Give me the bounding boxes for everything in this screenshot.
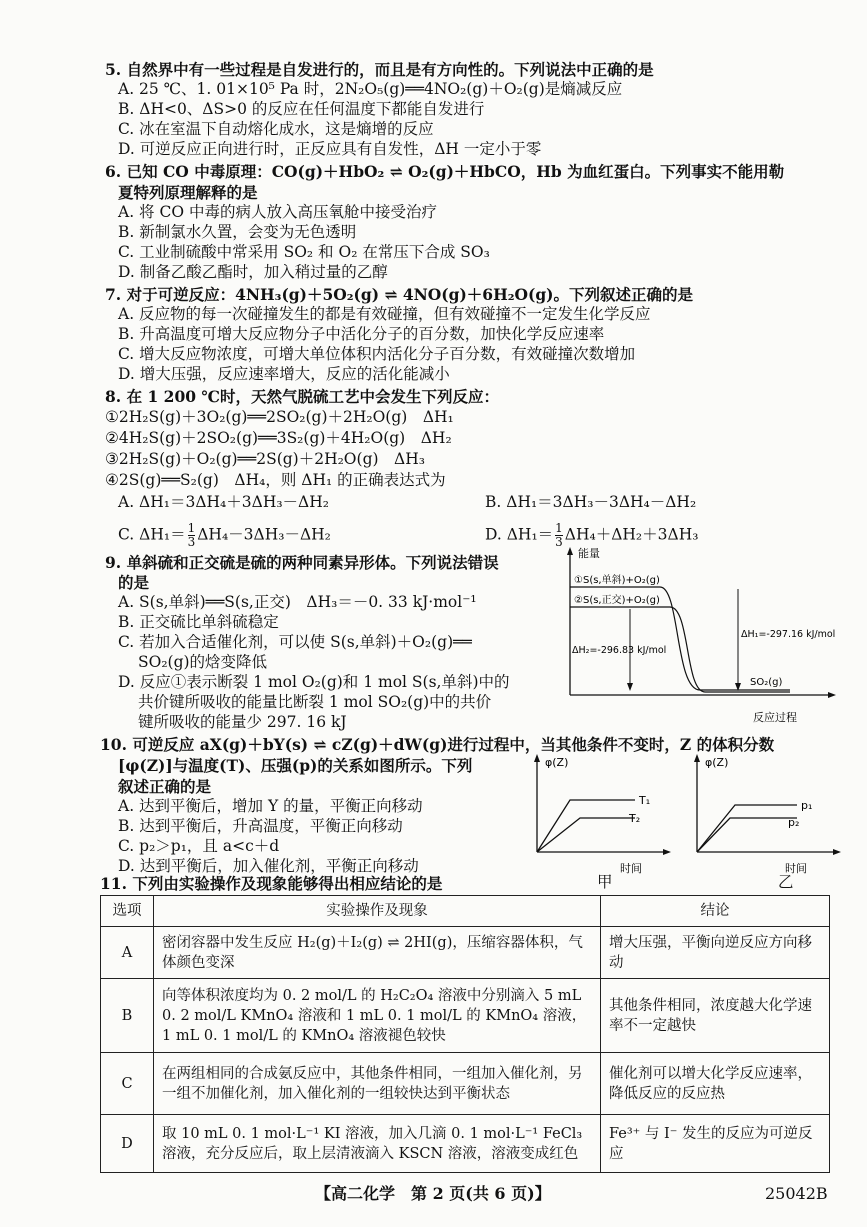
q8-option-d: D. ΔH₁＝ $\frac{1}{3}$ ΔH₄＋ΔH₂＋3ΔH₃ [485,521,699,549]
table-cell-conclusion: 增大压强，平衡向逆反应方向移动 [601,927,830,979]
dh2-label: ΔH₂=-296.83 kJ/mol [572,645,667,656]
q9-option-d-1: D. 反应①表示断裂 1 mol O₂(g)和 1 mol S(s,单斜)中的 [118,673,510,691]
q7-stem: 7. 对于可逆反应：4NH₃(g)＋5O₂(g) ⇌ 4NO(g)＋6H₂O(g)。下列叙述正确的是 [105,285,694,304]
q7-option-b: B. 升高温度可增大反应物分子中活化分子的百分数，加快化学反应速率 [118,325,605,343]
jia-curve-t2 [537,818,635,852]
yi-axis-y-arrow [694,754,700,762]
table-cell-option: D [101,1115,154,1173]
jia-upper-label: T₁ [639,794,651,807]
yi-xlabel: 时间 [785,862,807,875]
q9-option-c-2: SO₂(g)的焓变降低 [138,653,268,671]
table-row [101,979,830,1053]
jia-lower-label: T₂ [629,812,641,825]
yi-curve-p2 [697,816,800,852]
q9-option-c-1: C. 若加入合适催化剂，可以使 S(s,单斜)＋O₂(g)══ [118,633,472,651]
fraction: $\frac{1}{3}$ [187,521,196,549]
jia-xlabel: 时间 [620,862,642,875]
q9-stem-2: 的是 [118,573,150,592]
yi-lower-label: p₂ [788,816,800,829]
q6-option-d: D. 制备乙酸乙酯时，加入稍过量的乙醇 [118,263,388,281]
yi-curve-p1 [697,805,800,852]
table-cell-action: 取 10 mL 0. 1 mol·L⁻¹ KI 溶液，加入几滴 0. 1 mol·L⁻¹ FeCl₃ 溶液，充分反应后，取上层清液滴入 KSCN 溶液，溶液变成红色 [154,1115,601,1173]
table-cell-option: C [101,1053,154,1115]
table-cell-conclusion: 催化剂可以增大化学反应速率，降低反应的反应热 [601,1053,830,1115]
q10-stem-2: [φ(Z)]与温度(T)、压强(p)的关系如图所示。下列 [118,756,473,775]
q9-option-d-2: 共价键所吸收的能量比断裂 1 mol SO₂(g)中的共价 [138,693,492,711]
q10-option-b: B. 达到平衡后，升高温度，平衡正向移动 [118,817,403,835]
jia-axis-y-arrow [534,754,540,762]
yi-ylabel: φ(Z) [705,756,729,769]
q10-option-d: D. 达到平衡后，加入催化剂，平衡正向移动 [118,857,419,875]
energy-axis-y-arrow [567,547,573,555]
q8-reaction-1: ①2H₂S(g)＋3O₂(g)══2SO₂(g)＋2H₂O(g) ΔH₁ [105,408,454,426]
q6-option-a: A. 将 CO 中毒的病人放入高压氧舱中接受治疗 [118,203,437,221]
energy-ylabel: 能量 [578,547,600,560]
dh2-arrowhead [627,683,633,691]
q9-option-b: B. 正交硫比单斜硫稳定 [118,613,279,631]
footer-code: 25042B [765,1184,828,1203]
q8-reaction-4: ④2S(g)══S₂(g) ΔH₄，则 ΔH₁ 的正确表达式为 [105,471,446,489]
jia-axis-x-arrow [663,849,671,855]
table-header-conclusion: 结论 [601,896,830,927]
experiment-table [100,895,830,1173]
q8-option-b: B. ΔH₁＝3ΔH₃－3ΔH₄－ΔH₂ [485,493,697,511]
q5-option-b: B. ΔH<0、ΔS>0 的反应在任何温度下都能自发进行 [118,100,485,118]
graph-yi [685,752,845,877]
energy-product-label: SO₂(g) [750,677,783,688]
q10-stem-1: 10. 可逆反应 aX(g)＋bY(s) ⇌ cZ(g)＋dW(g)进行过程中，当其他条件不变时，Z 的体积分数 [100,735,775,754]
q11-stem: 11. 下列由实验操作及现象能够得出相应结论的是 [100,874,443,893]
dh1-label: ΔH₁=-297.16 kJ/mol [741,629,836,640]
q5-option-a: A. 25 ℃、1. 01×10⁵ Pa 时，2N₂O₅(g)══4NO₂(g)＋O₂(g)是熵减反应 [118,80,623,98]
table-row [101,1115,830,1173]
q7-option-a: A. 反应物的每一次碰撞发生的都是有效碰撞，但有效碰撞不一定发生化学反应 [118,305,651,323]
q8-stem: 8. 在 1 200 ℃时，天然气脱硫工艺中会发生下列反应： [105,387,499,406]
q9-stem-1: 9. 单斜硫和正交硫是硫的两种同素异形体。下列说法错误 [105,553,499,572]
q6-option-c: C. 工业制硫酸中常采用 SO₂ 和 O₂ 在常压下合成 SO₃ [118,243,490,261]
table-header-option: 选项 [101,896,154,927]
table-cell-conclusion: Fe³⁺ 与 I⁻ 发生的反应为可逆反应 [601,1115,830,1173]
table-cell-option: A [101,927,154,979]
q10-option-c: C. p₂＞p₁，且 a<c＋d [118,837,280,855]
table-cell-action: 向等体积浓度均为 0. 2 mol/L 的 H₂C₂O₄ 溶液中分别滴入 5 mL 0. 2 mol/L KMnO₄ 溶液和 1 mL 0. 1 mol/L 的 KMnO₄ 溶液，1 mL 0. 1 mol/L 的 KMnO₄ 溶液褪色较快 [154,979,601,1053]
q8-reaction-2: ②4H₂S(g)＋2SO₂(g)══3S₂(g)＋4H₂O(g) ΔH₂ [105,429,452,447]
q5-stem: 5. 自然界中有一些过程是自发进行的，而且是有方向性的。下列说法中正确的是 [105,60,654,79]
table-row [101,927,830,979]
table-cell-action: 在两组相同的合成氨反应中，其他条件相同，一组加入催化剂，另一组不加催化剂，加入催化剂的一组较快达到平衡状态 [154,1053,601,1115]
fraction: $\frac{1}{3}$ [555,521,563,549]
yi-upper-label: p₁ [801,799,813,812]
q8-reaction-3: ③2H₂S(g)＋O₂(g)══2S(g)＋2H₂O(g) ΔH₃ [105,450,425,468]
energy-diagram [560,545,850,730]
q7-option-c: C. 增大反应物浓度，可增大单位体积内活化分子百分数，有效碰撞次数增加 [118,345,636,363]
energy-axis-x-arrow [828,692,836,698]
q6-stem-1: 6. 已知 CO 中毒原理：CO(g)＋HbO₂ ⇌ O₂(g)＋HbCO，Hb 为血红蛋白。下列事实不能用勒 [105,162,785,181]
table-cell-action: 密闭容器中发生反应 H₂(g)＋I₂(g) ⇌ 2HI(g)，压缩容器体积，气体颜色变深 [154,927,601,979]
graph-jia-caption: 甲 [597,873,613,891]
q5-option-c: C. 冰在室温下自动熔化成水，这是熵增的反应 [118,120,434,138]
q5-option-d: D. 可逆反应正向进行时，正反应具有自发性，ΔH 一定小于零 [118,140,542,158]
q9-option-a: A. S(s,单斜)══S(s,正交) ΔH₃＝－0. 33 kJ·mol⁻¹ [118,593,477,611]
q6-stem-2: 夏特列原理解释的是 [118,183,258,202]
graph-yi-caption: 乙 [778,873,794,891]
q7-option-d: D. 增大压强，反应速率增大，反应的活化能减小 [118,365,450,383]
table-cell-conclusion: 其他条件相同，浓度越大化学速率不一定越快 [601,979,830,1053]
energy-xlabel: 反应过程 [753,711,797,724]
table-header-action: 实验操作及现象 [154,896,601,927]
q9-option-d-3: 键所吸收的能量少 297. 16 kJ [138,713,347,731]
q10-option-a: A. 达到平衡后，增加 Y 的量，平衡正向移动 [118,797,423,815]
q8-option-a: A. ΔH₁＝3ΔH₄＋3ΔH₃－ΔH₂ [118,493,329,511]
table-cell-option: B [101,979,154,1053]
energy-level-1-label: ①S(s,单斜)+O₂(g) [574,575,660,586]
q6-option-b: B. 新制氯水久置，会变为无色透明 [118,223,357,241]
jia-curve-t1 [537,800,635,852]
table-row [101,1053,830,1115]
jia-ylabel: φ(Z) [545,756,569,769]
energy-level-2-label: ②S(s,正交)+O₂(g) [574,595,660,606]
footer-title: 【高二化学 第 2 页(共 6 页)】 [315,1184,551,1203]
graph-jia [525,752,675,877]
q8-option-c: C. ΔH₁＝ $\frac{1}{3}$ ΔH₄－3ΔH₃－ΔH₂ [118,521,331,549]
table-header-row [101,896,830,927]
q10-stem-3: 叙述正确的是 [118,777,212,796]
yi-axis-x-arrow [833,849,841,855]
